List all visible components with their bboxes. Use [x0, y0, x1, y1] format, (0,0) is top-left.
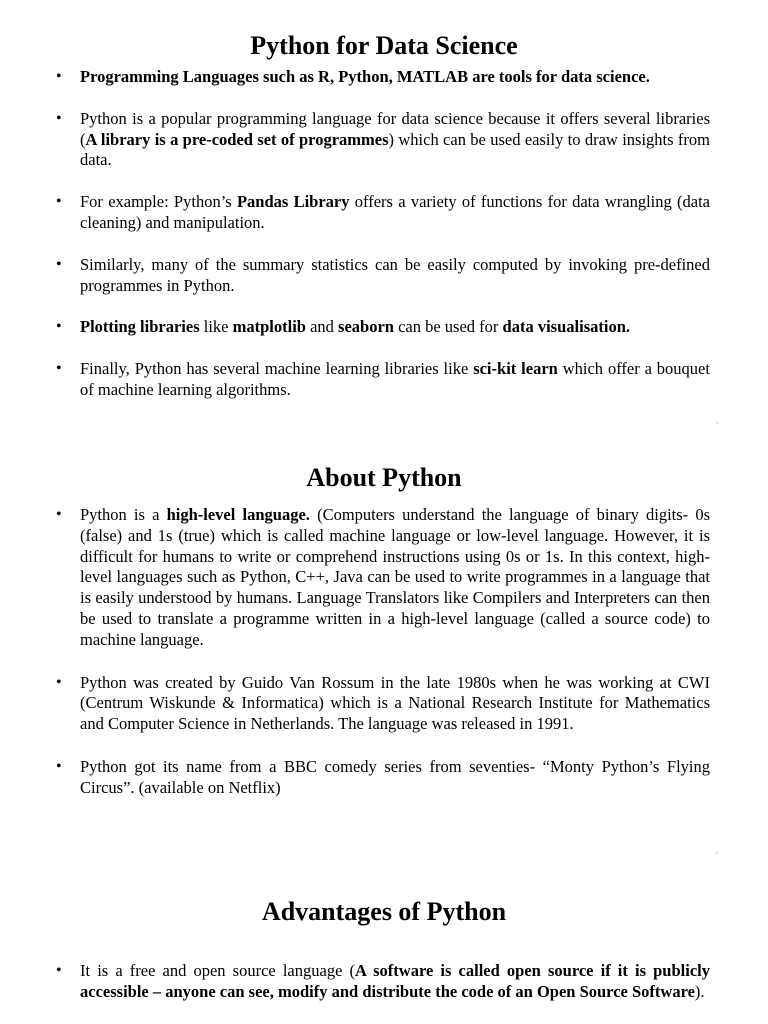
bullet-item: [56, 109, 710, 171]
slide-title: About Python: [306, 463, 462, 492]
bold-text: Plotting libraries: [80, 317, 200, 337]
bullet-item: [56, 359, 710, 401]
bullet-item: [56, 757, 710, 799]
slide-python-for-data-science: [0, 0, 768, 434]
page-number: 1: [716, 420, 719, 425]
body-text: Python got its name from a BBC comedy series from seventies- “Monty Python’s Flying Circus”. (available on Netflix): [80, 756, 710, 797]
body-text: like: [199, 317, 233, 337]
body-text: ) which can be used easily to draw insights from data.: [80, 129, 710, 170]
bullet-dot-icon: •: [56, 255, 62, 273]
slide-title: Python for Data Science: [250, 31, 518, 60]
bold-text: A software is called open source if it is publicly accessible – anyone can see, modify and distribute the code of an Open Source Software: [80, 961, 710, 1001]
bullet-item: [56, 961, 710, 1003]
body-text: offers a variety of functions for data wrangling (data cleaning) and manipulation.: [80, 192, 710, 232]
bullet-item: [56, 67, 710, 88]
slide-title: Advantages of Python: [261, 897, 507, 926]
bold-text: Pandas Library: [236, 192, 350, 212]
body-text: For example: Python’s: [80, 192, 237, 212]
bullet-dot-icon: •: [56, 506, 62, 523]
bold-text: matplotlib: [232, 317, 306, 337]
body-text: (Computers understand the language of binary digits- 0s (false) and 1s (true) which is called machine language or low-level language. However, it is difficult for humans to write or comprehend instructions using 0s or 1s. In this context, high-level languages such as Python, C++, Java can be used to write programmes in a language that is easily understood by humans. Language Translators like Compilers and Interpreters can then be used to translate a programme written in a high-level language (called a source code) to machine language.: [80, 505, 710, 649]
bullet-dot-icon: •: [56, 673, 62, 691]
bullet-dot-icon: •: [56, 68, 62, 85]
body-text: It is a free and open source language (: [80, 961, 356, 980]
bullet-list: [56, 505, 710, 821]
body-text: Python was created by Guido Van Rossum in the late 1980s when he was working at CWI (Centrum Wiskunde & Informatica) which is a National Research Institute for Mathematics and Computer Science in Netherlands. The language was released in 1991.: [80, 672, 710, 734]
body-text: which offer a bouquet of machine learning algorithms.: [80, 359, 710, 399]
body-text: Python is a popular programming language for data science because it offers several libraries (: [80, 108, 710, 149]
bullet-dot-icon: •: [56, 193, 62, 211]
bullet-dot-icon: •: [56, 757, 62, 775]
bullet-dot-icon: •: [56, 962, 62, 979]
bold-text: seaborn: [338, 317, 394, 337]
bullet-item: [56, 255, 710, 297]
body-text: Finally, Python has several machine learning libraries like: [80, 359, 474, 379]
bullet-item: [56, 673, 710, 735]
bold-text: A library is a pre-coded set of programmes: [85, 129, 389, 149]
bullet-dot-icon: •: [56, 109, 62, 127]
bold-text: data visualisation.: [502, 317, 630, 337]
bullet-item: [56, 317, 710, 338]
bullet-item: [56, 505, 710, 651]
body-text: and: [305, 317, 339, 337]
bullet-dot-icon: •: [56, 318, 62, 336]
bold-text: Programming Languages such as R, Python, MATLAB are tools for data science.: [80, 67, 650, 86]
body-text: ).: [694, 981, 705, 1001]
body-text: can be used for: [393, 317, 503, 337]
bullet-list: [56, 961, 710, 1024]
page-number: 2: [716, 850, 719, 855]
bold-text: high-level language.: [166, 505, 310, 524]
body-text: Python is a: [80, 505, 167, 524]
bold-text: sci-kit learn: [473, 359, 558, 379]
slide-about-python: [0, 452, 768, 858]
bullet-list: [56, 67, 710, 422]
slide-advantages-of-python: [0, 880, 768, 1024]
bullet-dot-icon: •: [56, 360, 62, 378]
body-text: Similarly, many of the summary statistics can be easily computed by invoking pre-defined programmes in Python.: [80, 254, 710, 295]
bullet-item: [56, 192, 710, 234]
